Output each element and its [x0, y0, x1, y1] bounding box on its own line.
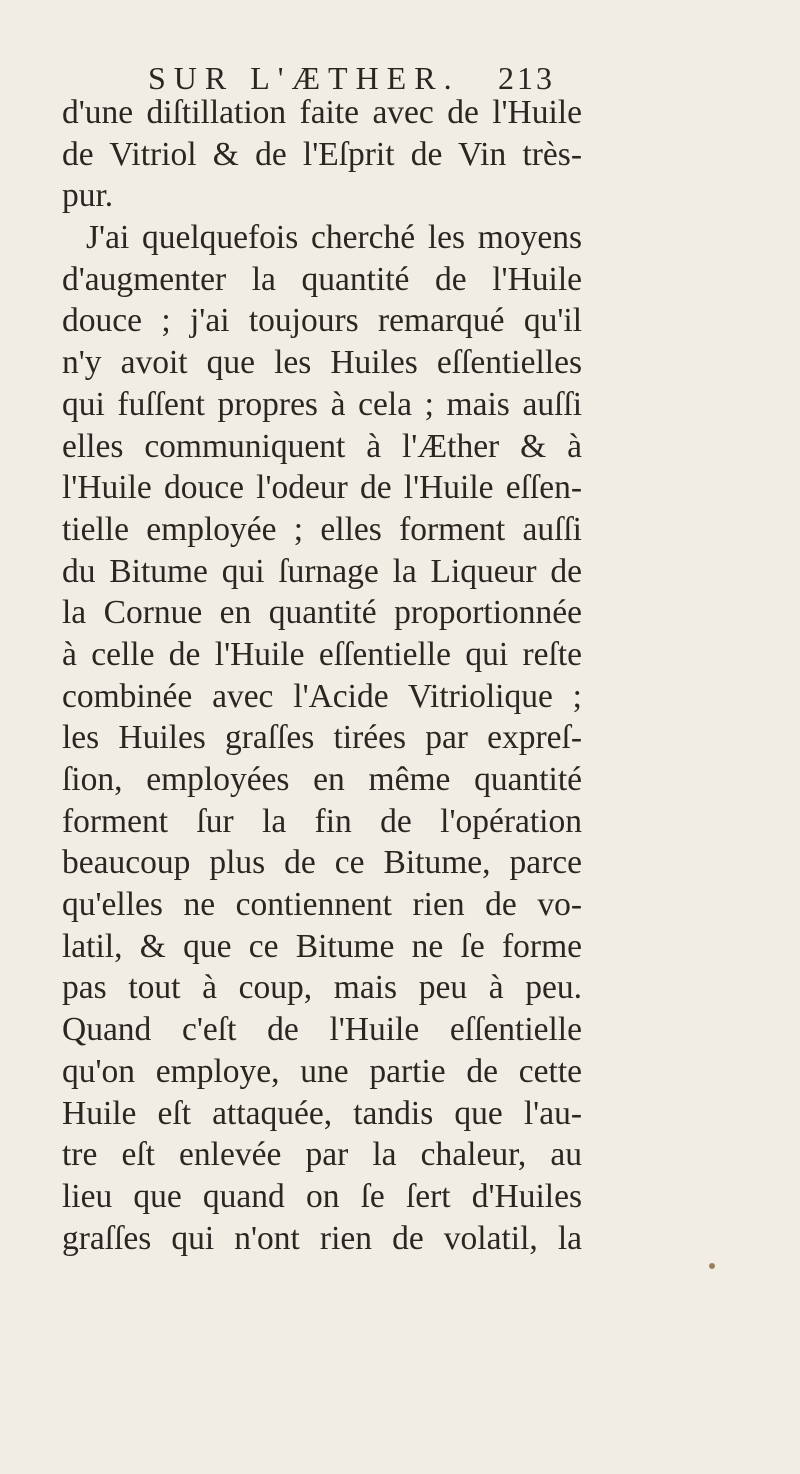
text-line: tielle employée ; elles forment auſſi	[62, 510, 582, 548]
paper-speck	[709, 1263, 715, 1269]
text-line: douce ; j'ai toujours remarqué qu'il	[62, 302, 582, 340]
text-line: qu'on employe, une partie de cette	[62, 1052, 582, 1090]
text-line: qu'elles ne contiennent rien de vo-	[62, 886, 582, 924]
text-line: pur.	[62, 177, 114, 215]
text-line: du Bitume qui ſurnage la Liqueur de	[62, 552, 582, 590]
text-line: d'une diſtillation faite avec de l'Huile	[62, 94, 582, 131]
text-line: beaucoup plus de ce Bitume, parce	[62, 844, 582, 882]
text-line: Quand c'eſt de l'Huile eſſentielle	[62, 1011, 582, 1049]
text-line: tre eſt enlevée par la chaleur, au	[62, 1136, 582, 1174]
running-head-title: SUR L'ÆTHER.	[148, 60, 460, 96]
text-line: latil, & que ce Bitume ne ſe forme	[62, 927, 582, 965]
text-line: forment ſur la fin de l'opération	[62, 802, 582, 840]
text-line: la Cornue en quantité proportionnée	[62, 594, 582, 632]
text-line: les Huiles graſſes tirées par expreſ-	[62, 719, 582, 757]
text-line: pas tout à coup, mais peu à peu.	[62, 969, 582, 1007]
text-line: elles communiquent à l'Æther & à	[62, 427, 582, 465]
text-line: qui fuſſent propres à cela ; mais auſſi	[62, 385, 582, 423]
page-number: 213	[498, 60, 555, 96]
text-line: l'Huile douce l'odeur de l'Huile eſſen-	[62, 469, 582, 507]
text-line: à celle de l'Huile eſſentielle qui reſte	[62, 635, 582, 673]
text-line: lieu que quand on ſe ſert d'Huiles	[62, 1177, 582, 1215]
text-line: Huile eſt attaquée, tandis que l'au-	[62, 1094, 582, 1132]
text-line: de Vitriol & de l'Eſprit de Vin très-	[62, 135, 582, 173]
text-line: n'y avoit que les Huiles eſſentielles	[62, 344, 582, 382]
text-line: d'augmenter la quantité de l'Huile	[62, 260, 582, 298]
text-line: combinée avec l'Acide Vitriolique ;	[62, 677, 582, 715]
text-line: J'ai quelquefois cherché les moyens	[86, 219, 582, 257]
text-line: ſion, employées en même quantité	[62, 761, 582, 798]
text-line: graſſes qui n'ont rien de volatil, la	[62, 1219, 582, 1257]
body-text	[62, 92, 582, 1259]
